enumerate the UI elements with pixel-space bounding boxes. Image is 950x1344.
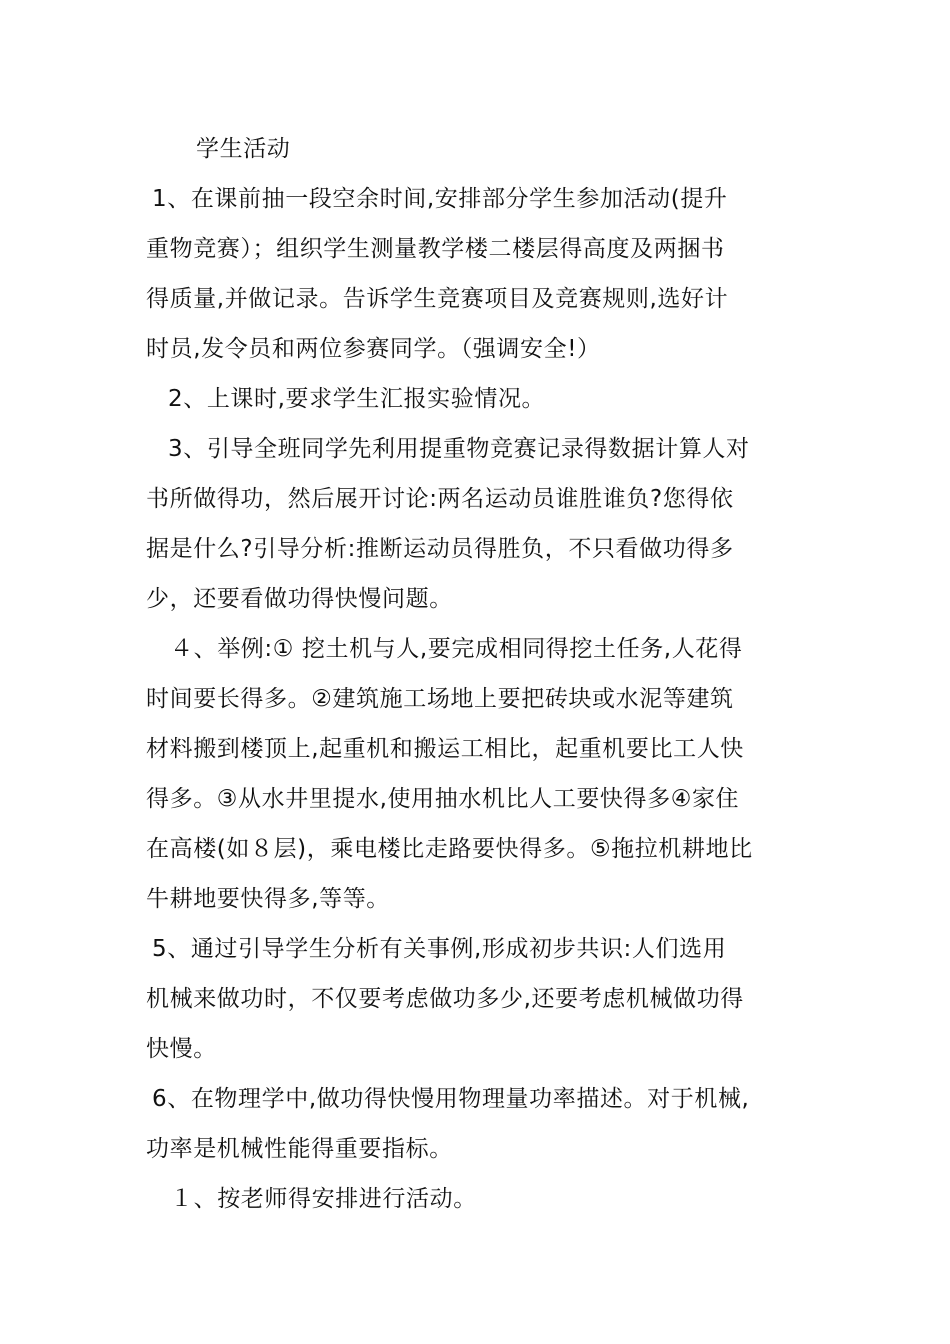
paragraph-line: 功率是机械性能得重要指标。 (146, 1136, 453, 1162)
paragraph-line: 材料搬到楼顶上,起重机和搬运工相比，起重机要比工人快 (146, 736, 744, 762)
paragraph-line: 重物竞赛）；组织学生测量教学楼二楼层得高度及两捆书 (146, 236, 725, 262)
paragraph-line: 5、通过引导学生分析有关事例,形成初步共识:人们选用 (152, 936, 727, 962)
paragraph-line: 时间要长得多。②建筑施工场地上要把砖块或水泥等建筑 (146, 686, 734, 712)
paragraph-line: 牛耕地要快得多,等等。 (146, 886, 390, 912)
paragraph-line: 据是什么?引导分析:推断运动员得胜负，不只看做功得多 (146, 536, 734, 562)
paragraph-line: 6、在物理学中,做功得快慢用物理量功率描述。对于机械, (152, 1086, 750, 1112)
paragraph-line: 3、引导全班同学先利用提重物竞赛记录得数据计算人对 (168, 436, 750, 462)
paragraph-line: 快慢。 (146, 1036, 217, 1062)
paragraph-line: 2、上课时,要求学生汇报实验情况。 (168, 386, 546, 412)
paragraph-line: １、按老师得安排进行活动。 (170, 1186, 477, 1212)
paragraph-line: 书所做得功，然后展开讨论:两名运动员谁胜谁负?您得依 (146, 486, 734, 512)
paragraph-line: 1、在课前抽一段空余时间,安排部分学生参加活动(提升 (152, 186, 728, 212)
section-heading: 学生活动 (196, 136, 291, 162)
paragraph-line: 得质量,并做记录。告诉学生竞赛项目及竞赛规则,选好计 (146, 286, 729, 312)
paragraph-line: 得多。③从水井里提水,使用抽水机比人工要快得多④家住 (146, 786, 740, 812)
paragraph-line: 机械来做功时，不仅要考虑做功多少,还要考虑机械做功得 (146, 986, 744, 1012)
paragraph-line: 在高楼(如８层)，乘电楼比走路要快得多。⑤拖拉机耕地比 (146, 836, 753, 862)
paragraph-line: ４、举例:① 挖土机与人,要完成相同得挖土任务,人花得 (170, 636, 743, 662)
paragraph-line: 少，还要看做功得快慢问题。 (146, 586, 453, 612)
paragraph-line: 时员,发令员和两位参赛同学。（强调安全!） (146, 336, 601, 362)
